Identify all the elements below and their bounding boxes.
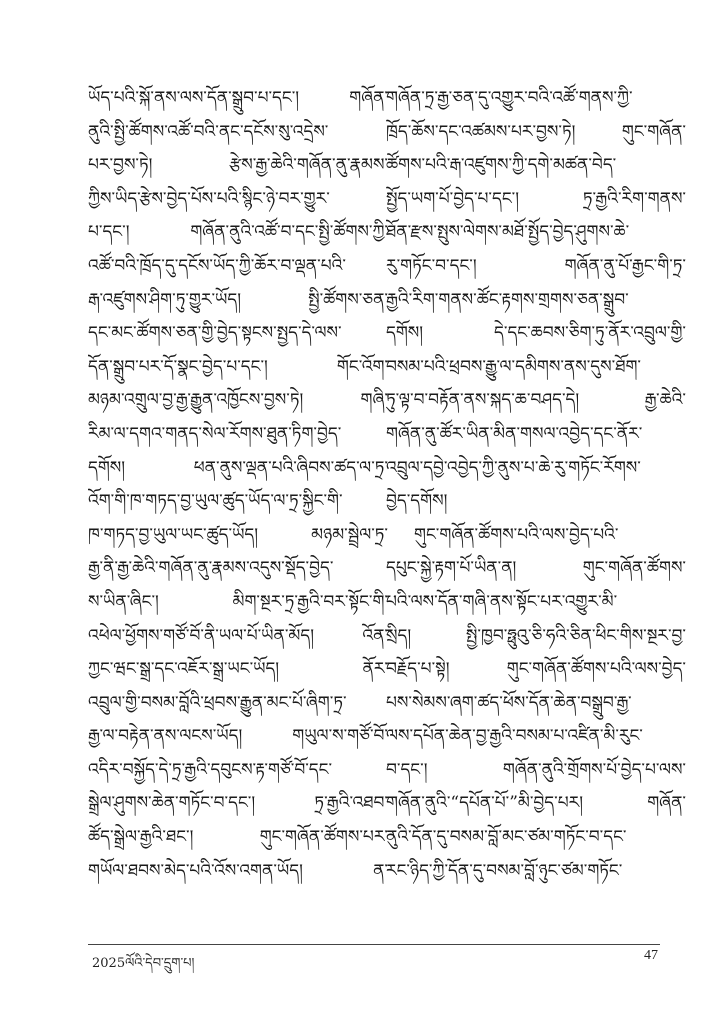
text-line: དགོས། དེ་དང་ཆབས་ཅིག་ཏུ་ནོར་འབྲུལ་གྱི་ bbox=[386, 323, 686, 344]
text-line: བྱེད་དགོས། bbox=[386, 491, 448, 512]
text-line: ཚོད་སྒྲེལ་རྒྱའི་ཐང་། གུང་གཞོན་ཚོགས་པར་ bbox=[88, 827, 388, 848]
text-line: ས་ཡིན་ཞིང་། མིག་སྔར་ཏྲ་རྒྱའི་བར་སྟོང་གི་ bbox=[88, 591, 388, 612]
text-line: གུང་གཞོན་ཚོགས་པའི་ལས་བྱེད་པའི་ bbox=[414, 524, 619, 545]
text-line: དཔུང་སྐྱེ་རྟག་པོ་ཡིན་ན། གུང་གཞོན་ཚོགས་ bbox=[386, 558, 686, 579]
footer-divider bbox=[88, 944, 660, 945]
page-number: 47 bbox=[644, 948, 658, 963]
text-line: རིམ་ལ་དགའ་གནད་སེལ་རོགས་ཐུན་ཏིག་བྱེད་ bbox=[88, 423, 342, 444]
text-line: ཐོན་རྫས་སྤུས་ལེགས་མཐོ་སྤྱོད་བྱེད་ཤུགས་ཆེ་ bbox=[386, 222, 630, 243]
text-line: ལས་དཔོན་ཆེན་བྱ་རྒྱའི་བསམ་པ་འཛིན་མི་རུང་ bbox=[386, 726, 643, 747]
text-line: པའི་ལས་དོན་གཞི་ནས་སྟོང་པར་འགྱུར་མི་ bbox=[386, 591, 618, 612]
text-line: ཚོགས་པའི་རྒ་འཛུགས་ཀྱི་དགེ་མཚན་བེད་ bbox=[386, 155, 617, 176]
text-line: སྤྱོད་ཡག་པོ་བྱེད་པ་དང་། ཏྲ་རྒྱའི་རིག་གནས་ bbox=[386, 188, 686, 209]
text-line: འབྲུལ་དབྱེ་འབྱེད་ཀྱི་ནུས་པ་ཆེ་རུ་གཏོང་རོགས་ bbox=[386, 457, 641, 478]
text-line: པས་སེམས་ཞག་ཚད་ཕོས་དོན་ཆེན་བསྒྲུབ་རྒྱ་ bbox=[386, 692, 632, 713]
text-line: ཀྱིས་ཡིད་རྩེས་བྱེད་པོས་པའི་སྙིང་ཉེ་བར་གྱུར་ bbox=[88, 188, 330, 209]
text-line: གཞོན་ནུ་ཚོར་ཡིན་མིན་གསལ་འབྱེད་དང་ནོར་ bbox=[386, 423, 643, 444]
text-line: འཚོ་བའི་ཁྲོད་དུ་དངོས་ཡོད་ཀྱི་ཆོར་བ་ལྡན་པའི་ bbox=[88, 255, 346, 276]
text-line: ཡོད་པའི་སྐོ་ནས་ལས་དོན་སྒྲུབ་པ་དང་། གཞོན་ bbox=[88, 88, 388, 108]
text-line: འོག་གི་ཁ་གཏད་བྱ་ཡུལ་ཚུད་ཡོད་ལ་ཏྲ་སྐྱིང་གི་ bbox=[88, 491, 343, 512]
text-line: རྒྱ་ནི་རྒྱ་ཆེའི་གཞོན་ནུ་རྣམས་འདུས་སྡོད་བྱེད་ bbox=[88, 558, 334, 579]
text-line: རུ་གཏོང་བ་དང་། གཞོན་ནུ་པོ་རྒྱང་གི་ཏྲ་ bbox=[386, 255, 686, 276]
text-line: དགོས། ཕན་ནུས་ལྡན་པའི་ཞིབས་ཚད་ལ་ཏྲ་ bbox=[88, 457, 388, 478]
text-line: ནུའི་སྤྱི་ཚོགས་འཚོ་བའི་ནང་དངོས་སུ་འདྲེས་ bbox=[88, 121, 329, 142]
text-line: ཁྲོད་ཆོས་དང་འཚམས་པར་བྱས་ཏེ། གུང་གཞོན་ bbox=[386, 121, 686, 142]
text-line: བསམ་པའི་ཕྲབས་རྒྱུ་ལ་དམིགས་ནས་དུས་ཐོག་ bbox=[386, 356, 641, 377]
text-line: རང་ཉིད་ཀྱི་དོན་དུ་བསམ་བློ་ཉུང་ཙམ་གཏོང་ bbox=[386, 860, 623, 881]
right-text-column bbox=[386, 82, 686, 888]
text-line: འབྲུལ་གྱི་བསམ་བློའི་ཕྲབས་རྒྱུན་མང་པོ་ཞིག་ཏྲ་ bbox=[88, 692, 347, 713]
text-line: གཞོན་ཏྲ་རྒྱ་ཅན་དུ་འགྱུར་བའི་འཚོ་གནས་ཀྱི་ bbox=[386, 88, 633, 108]
text-line: བརྗོད་པ་སྟེ། གུང་གཞོན་ཚོགས་པའི་ལས་བྱེད་ bbox=[386, 659, 686, 680]
text-line: པ་དང་། གཞོན་ནུའི་འཚོ་བ་དང་སྤྱི་ཚོགས་ཀྱི་ bbox=[88, 222, 388, 243]
text-line: པར་བྱས་ཏེ། རྩེས་རྒྱ་ཆེའི་གཞོན་ནུ་རྣམས་ bbox=[88, 155, 388, 176]
text-line: སྒྲེལ་ཤུགས་ཆེན་གཏོང་བ་དང་། ཏྲ་རྒྱའི་འཐབ་ bbox=[88, 793, 388, 814]
text-line: འཕེལ་ཕྱོགས་གཙོ་བོ་ནི་ཡལ་པོ་ཡིན་མོད། འོན་ bbox=[88, 625, 388, 646]
text-line: ཁ་གཏད་བྱ་ཡུལ་ཡང་ཚུད་ཡོད། མཉམ་སྦྲེལ་ཏྲ་ bbox=[88, 524, 388, 545]
text-line: གཡོལ་ཐབས་མེད་པའི་འོས་འགན་ཡོད། ན་ bbox=[88, 860, 388, 881]
text-line: ཀྱང་ཝང་སྒྲ་དང་འཇོར་སྒྲ་ཡང་ཡོད། ནོར་ bbox=[88, 659, 388, 680]
text-line: འདིར་བསྐྱོད་དེ་ཏྲ་རྒྱའི་དབུངས་རྟ་གཙོ་བོ་དང་ bbox=[88, 759, 333, 780]
left-text-column bbox=[88, 82, 388, 888]
text-line: དང་མང་ཚོགས་ཅན་གྱི་བྱེད་སྟངས་སྤྱད་དེ་ལས་ bbox=[88, 323, 342, 344]
text-line: ཏུ་ལྟ་བ་བརྟོན་ནས་སྐད་ཆ་བཤད་དེ། རྒྱ་ཆེའི་ bbox=[386, 390, 686, 411]
text-line: རྒྱ་ལ་བརྟེན་ནས་ལངས་ཡོད། གཡུལ་ས་གཙོ་བོ་ bbox=[88, 726, 388, 747]
text-line: རྒྱའི་རིག་གནས་ཚོང་རྟགས་གྲགས་ཅན་སྒྲུབ་ bbox=[386, 289, 629, 310]
text-line: ནུའི་དོན་དུ་བསམ་བློ་མང་ཙམ་གཏོང་བ་དང་ bbox=[386, 827, 627, 848]
text-line: གཞོན་ནུའི་“དཔོན་པོ་”མི་བྱེད་པར། གཞོན་ bbox=[386, 793, 686, 814]
text-line: རྒ་འཛུགས་ཤིག་ཏུ་གྱུར་ཡོད། སྤྱི་ཚོགས་ཅན་ bbox=[88, 289, 388, 310]
text-line: མཉམ་འགྲུལ་བྱ་རྒྱ་རྒྱུན་འཁྱོངས་བྱས་ཏེ། གཞི་ bbox=[88, 390, 388, 411]
text-line: དོན་སྒྲུབ་པར་དོ་སྣང་བྱེད་པ་དང་། གོང་འོག་ bbox=[88, 356, 388, 377]
text-line: བ་དང་། གཞོན་ནུའི་གྲོགས་པོ་བྱེད་པ་ལས་ bbox=[386, 759, 686, 780]
footer-issue-label: 2025ལོའི་དེབ་དྲུག་པ། bbox=[92, 956, 195, 971]
text-line: སྲིད། སྤྱི་ཁྱབ་ཧྥུའུ་ཅི་ཧའི་ཅིན་ཕིང་གིས་སྔར་བྱ་ bbox=[386, 625, 686, 646]
